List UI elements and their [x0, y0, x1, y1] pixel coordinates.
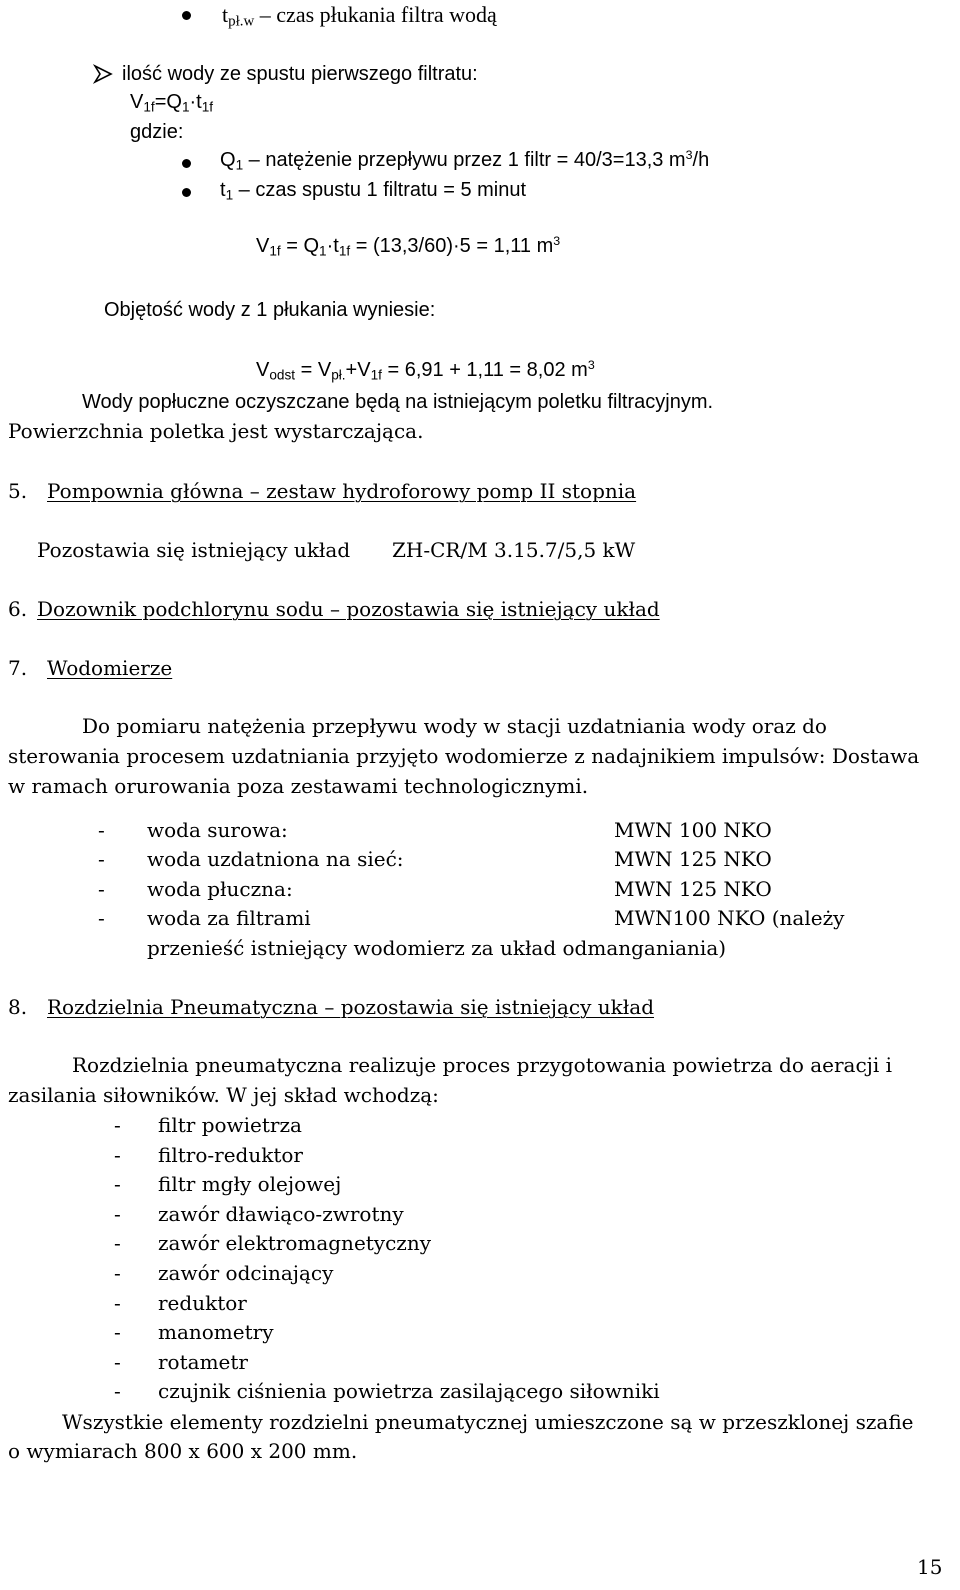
- list-item: manometry: [158, 1320, 274, 1344]
- meter-model: MWN 125 NKO: [614, 877, 772, 901]
- meter-name: woda płuczna:: [147, 877, 293, 901]
- closing-line: o wymiarach 800 x 600 x 200 mm.: [8, 1439, 358, 1463]
- v1f-calculation: $V_{1f} = Q_1\cdot t_{1f} = (13,3/60)\cdot 5 = 1,11$ $m^3$: [256, 234, 561, 259]
- meter-name: woda za filtrami: [147, 906, 311, 930]
- list-item-dash: -: [114, 1231, 121, 1255]
- meter-dash: -: [98, 877, 105, 901]
- list-item-dash: -: [114, 1320, 121, 1344]
- section-8-title: Rozdzielnia Pneumatyczna – pozostawia się istniejący układ: [47, 995, 655, 1019]
- volume-formula: $V_{odst} = V_{pł.}+V_{1f} = 6,91 + 1,11 = 8,02$ $m^3$: [256, 358, 595, 383]
- s8-paragraph-line: zasilania siłowników. W jej skład wchodzą:: [8, 1083, 439, 1107]
- section-6-number: 6.: [8, 597, 28, 621]
- page-number: 15: [917, 1555, 943, 1579]
- meter-model: MWN 125 NKO: [614, 847, 772, 871]
- meter-note: przenieść istniejący wodomierz za układ odmanganiania): [147, 936, 727, 960]
- v1f-heading: ilość wody ze spustu pierwszego filtratu:: [122, 63, 478, 85]
- meter-name: woda uzdatniona na sieć:: [147, 847, 404, 871]
- section-5-number: 5.: [8, 479, 28, 503]
- s5-pump-model: ZH-CR/M 3.15.7/5,5 kW: [392, 538, 636, 562]
- meter-model: MWN100 NKO (należy: [614, 906, 845, 930]
- list-item-dash: -: [114, 1172, 121, 1196]
- meter-name: woda surowa:: [147, 818, 288, 842]
- meter-dash: -: [98, 906, 105, 930]
- bullet-icon: [182, 11, 191, 20]
- meter-model: MWN 100 NKO: [614, 818, 772, 842]
- s7-paragraph-line: w ramach orurowania poza zestawami technologicznymi.: [8, 774, 589, 798]
- list-item-dash: -: [114, 1143, 121, 1167]
- section-6-title: Dozownik podchlorynu sodu – pozostawia się istniejący układ: [37, 597, 660, 621]
- t1-definition: $t_1$ – czas spustu 1 filtratu = 5 minut: [220, 179, 527, 203]
- tpl-definition: $t_{pł.w}$ – czas płukania filtra wodą: [222, 2, 497, 30]
- v1f-formula: $V_{1f}=Q_1\cdot t_{1f}$: [130, 91, 214, 115]
- bullet-icon: [182, 159, 191, 168]
- bullet-icon: [182, 188, 191, 197]
- poletko-sufficient: Powierzchnia poletka jest wystarczająca.: [8, 419, 424, 443]
- section-5-title: Pompownia główna – zestaw hydroforowy pomp II stopnia: [47, 479, 637, 503]
- list-item-dash: -: [114, 1261, 121, 1285]
- section-7-title: Wodomierze: [47, 656, 173, 680]
- list-item-dash: -: [114, 1350, 121, 1374]
- list-item-dash: -: [114, 1379, 121, 1403]
- closing-line: Wszystkie elementy rozdzielni pneumatycznej umieszczone są w przeszklonej szafie: [62, 1410, 914, 1434]
- list-item: zawór odcinający: [158, 1261, 334, 1285]
- list-item-dash: -: [114, 1291, 121, 1315]
- list-item: filtro-reduktor: [158, 1143, 303, 1167]
- s8-paragraph-line: Rozdzielnia pneumatyczna realizuje proces przygotowania powietrza do aeracji i: [72, 1053, 893, 1077]
- s7-paragraph-line: Do pomiaru natężenia przepływu wody w stacji uzdatniania wody oraz do: [82, 714, 827, 738]
- list-item: czujnik ciśnienia powietrza zasilającego siłowniki: [158, 1379, 660, 1403]
- washwater-line: Wody popłuczne oczyszczane będą na istniejącym poletku filtracyjnym.: [82, 391, 714, 413]
- meter-dash: -: [98, 847, 105, 871]
- section-7-number: 7.: [8, 656, 28, 680]
- list-item: reduktor: [158, 1291, 247, 1315]
- list-item: filtr mgły olejowej: [158, 1172, 342, 1196]
- list-item: rotametr: [158, 1350, 248, 1374]
- list-item-dash: -: [114, 1113, 121, 1137]
- q1-definition: $Q_1$ – natężenie przepływu przez 1 filtr = 40/3=13,3 $m^3/h$: [220, 148, 710, 173]
- section-8-number: 8.: [8, 995, 28, 1019]
- volume-heading: Objętość wody z 1 płukania wyniesie:: [104, 299, 436, 321]
- gdzie-label: gdzie:: [130, 121, 184, 143]
- arrow-bullet-icon: [93, 64, 113, 84]
- list-item-dash: -: [114, 1202, 121, 1226]
- list-item: zawór elektromagnetyczny: [158, 1231, 432, 1255]
- meter-dash: -: [98, 818, 105, 842]
- list-item: zawór dławiąco-zwrotny: [158, 1202, 404, 1226]
- list-item: filtr powietrza: [158, 1113, 302, 1137]
- s5-label: Pozostawia się istniejący układ: [37, 538, 351, 562]
- s7-paragraph-line: sterowania procesem uzdatniania przyjęto wodomierze z nadajnikiem impulsów: Dostawa: [8, 744, 920, 768]
